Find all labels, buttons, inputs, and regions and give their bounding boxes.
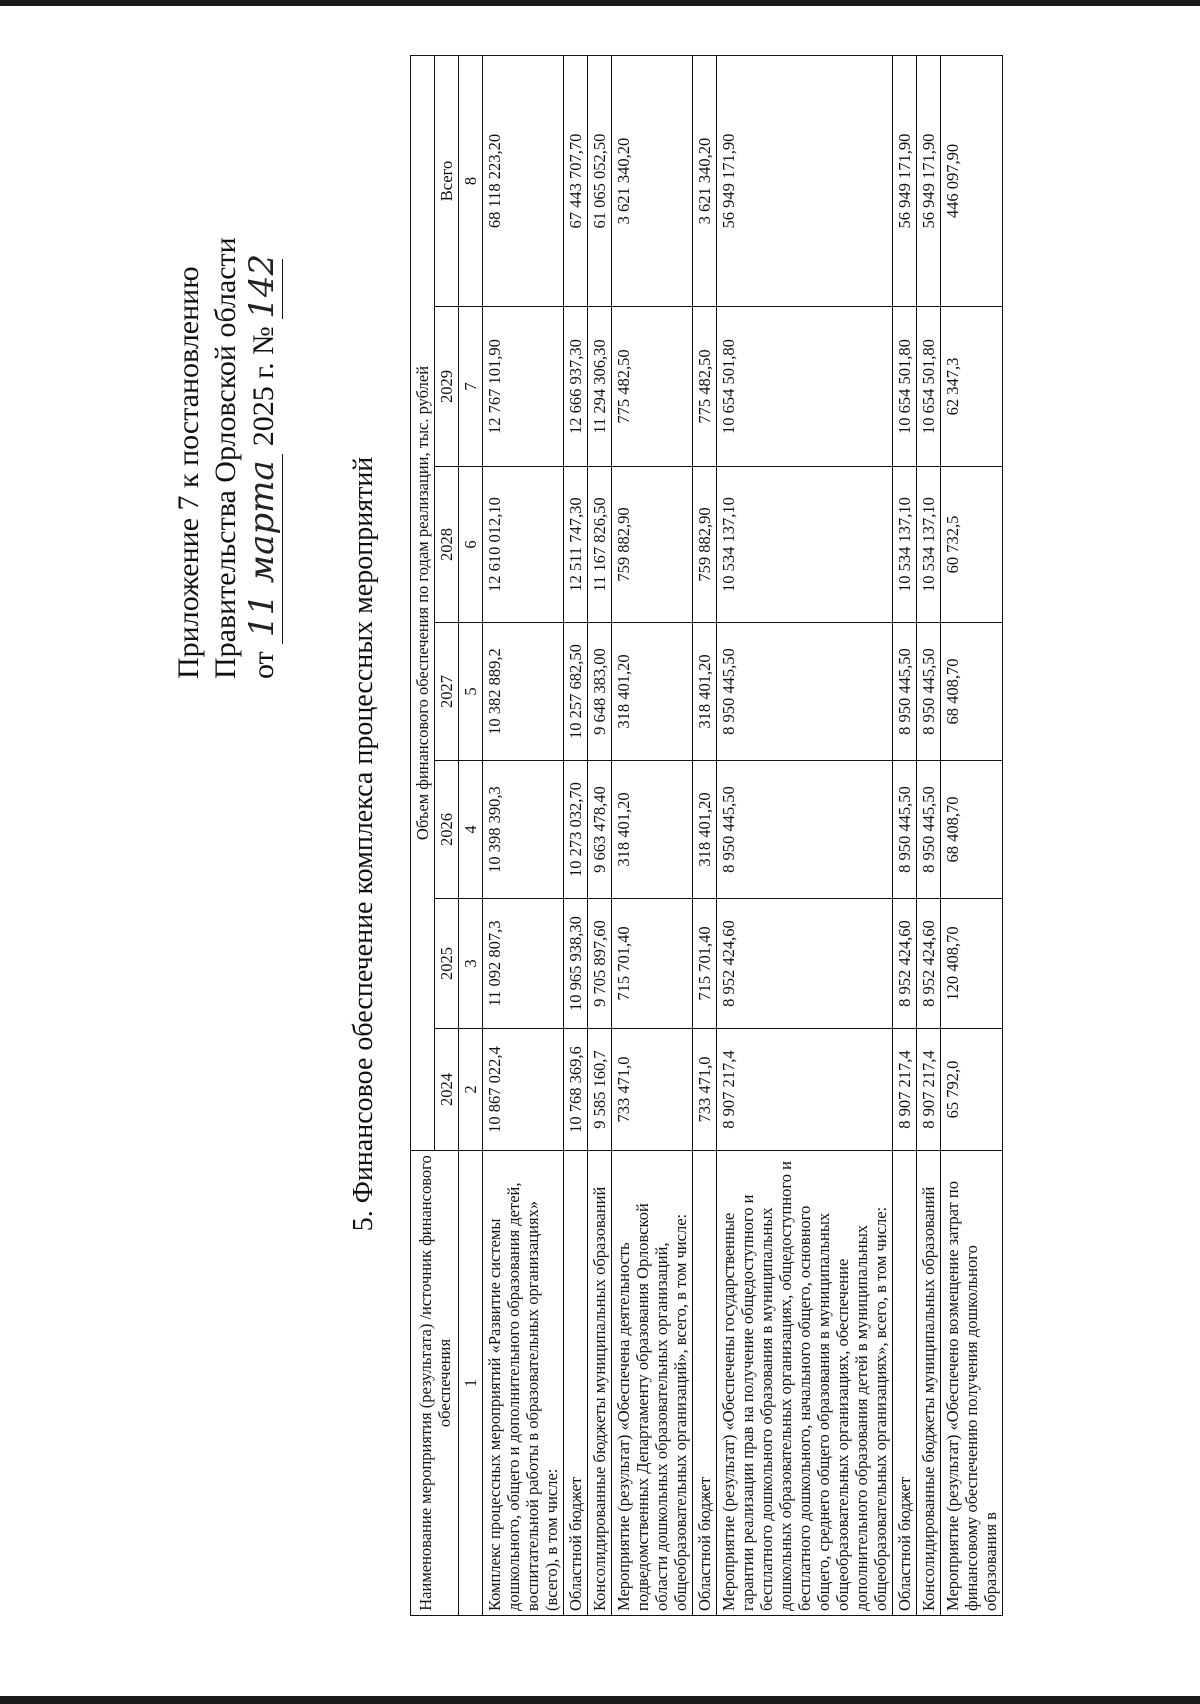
value-cell: 318 401,20 <box>612 623 693 761</box>
table-row <box>693 56 717 1616</box>
year-header: 2029 <box>435 307 459 467</box>
value-cell: 715 701,40 <box>612 899 693 1029</box>
value-cell: 10 965 938,30 <box>564 899 588 1029</box>
value-cell: 10 398 390,3 <box>483 761 564 899</box>
number-field <box>242 253 283 319</box>
value-cell: 10 768 369,6 <box>564 1029 588 1151</box>
total-cell: 68 118 223,20 <box>483 56 564 307</box>
table-row <box>893 56 917 1616</box>
value-cell: 9 585 160,7 <box>588 1029 612 1151</box>
table-row <box>483 56 564 1616</box>
value-cell: 11 167 826,50 <box>588 467 612 623</box>
row-name: Мероприятие (результат) «Обеспечены государственные гарантии реализации прав на получение общедоступного и бесплатного дошкольного образования в муниципальных дошкольных образовательных организациях, общедоступного и бесплатного дошкольного, начального общего, основного общего, среднего общего образования в муниципальных общеобразовательных организациях, обеспечение дополнительного образования детей в муниципальных общеобразовательных организациях», всего, в том числе: <box>717 1151 893 1616</box>
financing-table <box>410 55 1003 1616</box>
value-cell: 8 950 445,50 <box>893 623 917 761</box>
value-cell: 8 952 424,60 <box>893 899 917 1029</box>
value-cell: 12 767 101,90 <box>483 307 564 467</box>
value-cell: 10 867 022,4 <box>483 1029 564 1151</box>
total-cell: 3 621 340,20 <box>612 56 693 307</box>
value-cell: 12 610 012,10 <box>483 467 564 623</box>
value-cell: 775 482,50 <box>612 307 693 467</box>
value-cell: 8 950 445,50 <box>717 623 893 761</box>
value-cell: 10 534 137,10 <box>717 467 893 623</box>
total-cell: 56 949 171,90 <box>917 56 941 307</box>
appendix-header <box>170 119 283 679</box>
value-cell: 8 952 424,60 <box>717 899 893 1029</box>
value-cell: 10 257 682,50 <box>564 623 588 761</box>
date-field <box>244 454 283 644</box>
value-cell: 8 907 217,4 <box>717 1029 893 1151</box>
value-cell: 62 347,3 <box>941 307 1003 467</box>
year-header: 2028 <box>435 467 459 623</box>
index-cell: 2 <box>459 1029 483 1151</box>
table-row <box>588 56 612 1616</box>
row-name: Консолидированные бюджеты муниципальных образований <box>588 1151 612 1616</box>
row-name: Мероприятие (результат) «Обеспечена деятельность подведомственных Департаменту образования Орловской области дошкольных образовательных организаций, общеобразовательных организаций», всего, в том числе: <box>612 1151 693 1616</box>
year-header: 2025 <box>435 899 459 1029</box>
total-cell: 56 949 171,90 <box>717 56 893 307</box>
value-cell: 10 273 032,70 <box>564 761 588 899</box>
value-cell: 9 663 478,40 <box>588 761 612 899</box>
value-cell: 318 401,20 <box>612 761 693 899</box>
table-row <box>564 56 588 1616</box>
appendix-line-3 <box>244 119 283 679</box>
column-header-name: Наименование мероприятия (результата) /источник финансового обеспечения <box>411 1151 459 1616</box>
value-cell: 12 511 747,30 <box>564 467 588 623</box>
value-cell: 8 907 217,4 <box>917 1029 941 1151</box>
table-row <box>941 56 1003 1616</box>
year-header: 2024 <box>435 1029 459 1151</box>
value-cell: 12 666 937,30 <box>564 307 588 467</box>
index-cell: 6 <box>459 467 483 623</box>
value-cell: 8 950 445,50 <box>717 761 893 899</box>
value-cell: 65 792,0 <box>941 1029 1003 1151</box>
value-cell: 9 648 383,00 <box>588 623 612 761</box>
index-cell: 7 <box>459 307 483 467</box>
row-name: Областной бюджет <box>893 1151 917 1616</box>
value-cell: 10 654 501,80 <box>917 307 941 467</box>
value-cell: 11 294 306,30 <box>588 307 612 467</box>
total-cell: 3 621 340,20 <box>693 56 717 307</box>
index-cell: 4 <box>459 761 483 899</box>
page-title: 5. Финансовое обеспечение комплекса процессных мероприятий <box>348 456 379 1232</box>
value-cell: 715 701,40 <box>693 899 717 1029</box>
value-cell: 10 654 501,80 <box>717 307 893 467</box>
value-cell: 10 534 137,10 <box>893 467 917 623</box>
row-name: Консолидированные бюджеты муниципальных образований <box>917 1151 941 1616</box>
index-cell: 8 <box>459 56 483 307</box>
total-cell: 67 443 707,70 <box>564 56 588 307</box>
value-cell: 68 408,70 <box>941 623 1003 761</box>
value-cell: 10 382 889,2 <box>483 623 564 761</box>
appendix-line-1: Приложение 7 к постановлению <box>172 266 205 679</box>
value-cell: 10 654 501,80 <box>893 307 917 467</box>
total-header: Всего <box>435 56 459 307</box>
index-row <box>459 56 483 1616</box>
value-cell: 10 534 137,10 <box>917 467 941 623</box>
value-cell: 775 482,50 <box>693 307 717 467</box>
total-cell: 61 065 052,50 <box>588 56 612 307</box>
value-cell: 733 471,0 <box>693 1029 717 1151</box>
value-cell: 318 401,20 <box>693 623 717 761</box>
index-cell: 3 <box>459 899 483 1029</box>
year-number-label: 2025 г. № <box>247 326 280 447</box>
total-cell: 56 949 171,90 <box>893 56 917 307</box>
value-cell: 8 907 217,4 <box>893 1029 917 1151</box>
value-cell: 11 092 807,3 <box>483 899 564 1029</box>
header-row-1 <box>411 56 435 1616</box>
from-label: от <box>247 651 280 679</box>
value-cell: 8 952 424,60 <box>917 899 941 1029</box>
value-cell: 8 950 445,50 <box>917 623 941 761</box>
value-cell: 759 882,90 <box>693 467 717 623</box>
value-cell: 8 950 445,50 <box>917 761 941 899</box>
table-row <box>717 56 893 1616</box>
value-cell: 60 732,5 <box>941 467 1003 623</box>
year-header: 2026 <box>435 761 459 899</box>
handwritten-date: 11 марта <box>242 460 282 638</box>
row-name: Комплекс процессных мероприятий «Развитие системы дошкольного, общего и дополнительного образования детей, воспитательной работы в образовательных организациях» (всего), в том числе: <box>483 1151 564 1616</box>
appendix-line-2: Правительства Орловской области <box>209 237 242 679</box>
row-name: Мероприятие (результат) «Обеспечено возмещение затрат по финансовому обеспечению получения дошкольного образования в <box>941 1151 1003 1616</box>
value-cell: 8 950 445,50 <box>893 761 917 899</box>
value-cell: 9 705 897,60 <box>588 899 612 1029</box>
handwritten-number: 142 <box>242 253 282 319</box>
value-cell: 68 408,70 <box>941 761 1003 899</box>
value-cell: 759 882,90 <box>612 467 693 623</box>
value-cell: 733 471,0 <box>612 1029 693 1151</box>
index-cell: 1 <box>459 1151 483 1616</box>
value-cell: 120 408,70 <box>941 899 1003 1029</box>
volume-header: Объем финансового обеспечения по годам реализации, тыс. рублей <box>411 56 435 1151</box>
value-cell: 318 401,20 <box>693 761 717 899</box>
row-name: Областной бюджет <box>564 1151 588 1616</box>
table-row <box>917 56 941 1616</box>
year-header: 2027 <box>435 623 459 761</box>
index-cell: 5 <box>459 623 483 761</box>
row-name: Областной бюджет <box>693 1151 717 1616</box>
total-cell: 446 097,90 <box>941 56 1003 307</box>
table-row <box>612 56 693 1616</box>
